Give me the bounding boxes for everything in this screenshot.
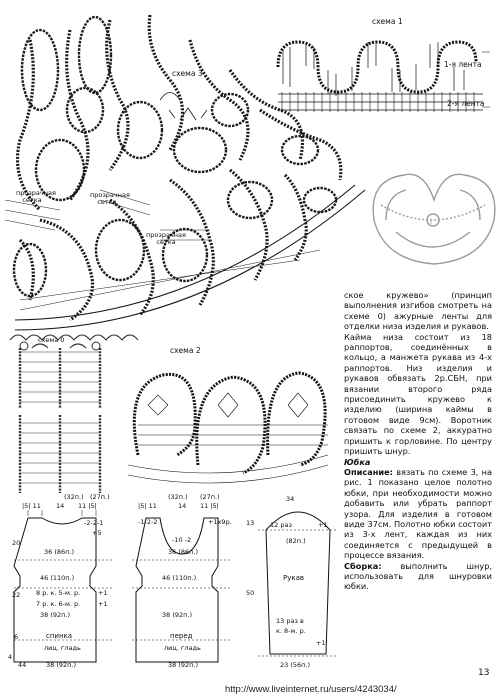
sleeve-title: Рукав bbox=[283, 574, 305, 582]
back-h44: 44 bbox=[18, 661, 27, 669]
paragraph-lace-ribbon: ское кружево» (принцип выполнения изгибов смотреть на схеме 0) ажурные ленты для отделки низа изделия и рукавов. bbox=[344, 290, 492, 332]
front-top-counts: (32п.) bbox=[168, 493, 188, 501]
front-w38: 38 (92п.) bbox=[162, 611, 192, 619]
watermark-url[interactable]: http://www.liveinternet.ru/users/4243034/ bbox=[225, 684, 397, 695]
assembly-label: Сборка: bbox=[344, 560, 382, 571]
back-w36: 36 (86п.) bbox=[44, 548, 74, 556]
back-row-plus-2: +1 bbox=[98, 600, 108, 608]
svg-text:i: i bbox=[430, 218, 432, 226]
front-top-counts2: (27п.) bbox=[200, 493, 220, 501]
back-inc: +5 bbox=[92, 529, 102, 537]
skirt-heading: Юбка bbox=[344, 456, 371, 467]
back-top-counts2: (27п.) bbox=[90, 493, 110, 501]
back-subtitle: лиц. гладь bbox=[44, 644, 81, 652]
description-label: Описание: bbox=[344, 466, 393, 477]
sleeve-top: 34 bbox=[286, 495, 295, 503]
back-bottom: 38 (92п.) bbox=[46, 661, 76, 669]
collar-thumbnail bbox=[366, 160, 500, 270]
skirt-description bbox=[344, 467, 492, 561]
mesh-label-2: прозрачная сетка bbox=[90, 191, 130, 206]
back-h4: 4 bbox=[8, 653, 13, 661]
pattern-back-outline bbox=[10, 500, 120, 665]
back-h20: 20 bbox=[12, 539, 21, 547]
front-w36: 36 (86п.) bbox=[168, 548, 198, 556]
sleeve-h50: 50 bbox=[246, 589, 255, 597]
scheme-3-label: схема 3 bbox=[172, 69, 203, 78]
front-neck-2: +1x9р. bbox=[208, 518, 232, 526]
sleeve-raz13: 13 раз в bbox=[276, 617, 304, 625]
front-top-left: |5| 11 bbox=[138, 502, 157, 510]
sleeve-bottom: 23 (56п.) bbox=[280, 661, 310, 669]
back-row-2: 7 р. к. 6-м. р. bbox=[36, 600, 81, 608]
sleeve-h13: 13 bbox=[246, 519, 255, 527]
back-w46: 46 (110п.) bbox=[40, 574, 75, 582]
page-number: 13 bbox=[478, 668, 490, 678]
back-h22: 22 bbox=[12, 591, 21, 599]
front-neck-1: -10 -2 bbox=[172, 536, 192, 544]
assembly-text: выполнить шнур, использовать для шнуровки юбки. bbox=[344, 560, 492, 592]
scheme-2-label: схема 2 bbox=[170, 346, 201, 355]
back-top-right: 11 |5| bbox=[78, 502, 97, 510]
lenta-2-label: 2-я лента bbox=[447, 99, 485, 108]
skirt-assembly bbox=[344, 561, 492, 592]
scheme-0-diagram bbox=[12, 340, 108, 416]
instructions-text-column bbox=[344, 290, 492, 592]
front-subtitle: лиц. гладь bbox=[164, 644, 201, 652]
back-top-mid: 14 bbox=[56, 502, 65, 510]
back-w38: 38 (92п.) bbox=[40, 611, 70, 619]
sleeve-raz13b: к. 8-м. р. bbox=[276, 627, 306, 635]
scheme-0-label: схема 0 bbox=[38, 336, 65, 344]
sleeve-plus1: +1 bbox=[316, 639, 326, 647]
front-w46: 46 (110п.) bbox=[162, 574, 197, 582]
front-top-right: 11 |5| bbox=[200, 502, 219, 510]
description-text: вязать по схеме 3, на рис. 1 показано целое полотно юбки, при необходимости можно добавить или убрать раппорт узора. Для изделия в готовом виде 37см. Полотно юбки состоит из 3-х лент, каждая из них соединяется с предыдущей в процессе вязания. bbox=[344, 466, 492, 561]
mesh-label-1: прозрачная сетка bbox=[16, 189, 56, 204]
front-bottom: 38 (92п.) bbox=[168, 661, 198, 669]
back-row-plus: +1 bbox=[98, 589, 108, 597]
lenta-1-label: 1-я лента bbox=[444, 60, 482, 69]
sleeve-raz12: 12 раз bbox=[270, 521, 292, 529]
paragraph-border: Кайма низа состоит из 18 раппортов, соединённых в кольцо, а манжета рукава из 4-х раппортов. Низ изделия и рукавов обвязать 2р.СБН, при вязании второго ряда присоединить кружево к изделию (ширина каймы в готовом виде 9см). Воротник связать по схеме 2, аккуратно пришить к горловине. По центру пришить шнур. bbox=[344, 331, 492, 457]
back-top-left: |5| 11 bbox=[22, 502, 41, 510]
sleeve-top2: (82п.) bbox=[286, 537, 306, 545]
back-h6: 6 bbox=[14, 633, 19, 641]
back-decrease: -2-2-1 bbox=[84, 519, 104, 527]
back-title: спинка bbox=[46, 632, 73, 640]
front-neck-3: -1-2-2 bbox=[138, 518, 158, 526]
scheme-0-strips bbox=[12, 415, 108, 495]
scheme-2-collar-diagram bbox=[118, 345, 340, 490]
front-top-mid: 14 bbox=[178, 502, 187, 510]
mesh-label-3: прозрачная сетка bbox=[146, 231, 186, 246]
back-row-1: 8 р. к. 5-м. р. bbox=[36, 589, 81, 597]
scheme-1-label: схема 1 bbox=[372, 17, 403, 26]
back-top-counts: (32п.) bbox=[64, 493, 84, 501]
sleeve-raz12b: +1 bbox=[318, 521, 328, 529]
front-title: перед bbox=[170, 632, 193, 640]
